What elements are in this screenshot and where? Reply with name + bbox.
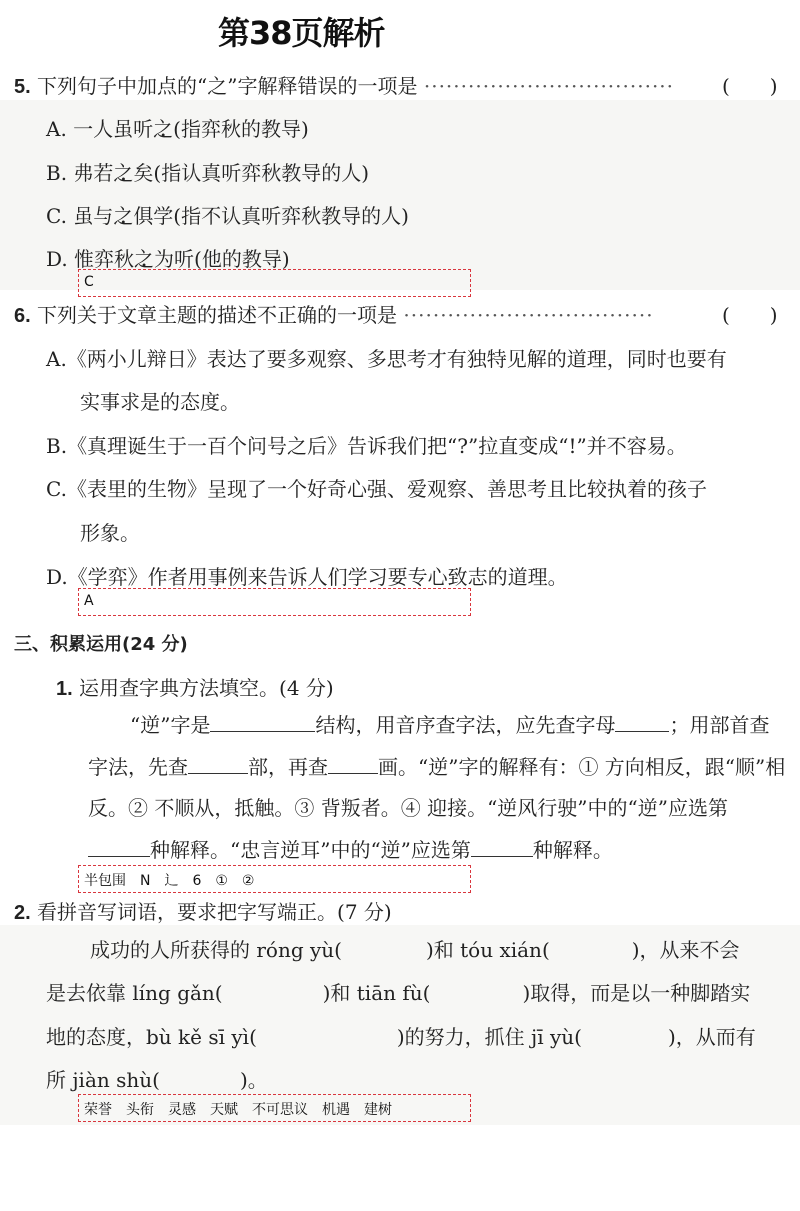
blank[interactable] xyxy=(328,755,378,774)
blank[interactable] xyxy=(210,713,315,732)
passage-text: 地的态度，bù kě sī yì( xyxy=(46,1025,257,1049)
dotted-char: 之 xyxy=(113,204,134,228)
option-text: 《真理诞生于一百个问号之后》告诉我们把“?”拉直变成“!”并不容易。 xyxy=(67,434,687,458)
dotted-char: 之 xyxy=(153,117,174,141)
fill-line-3: 反。② 不顺从，抵触。③ 背叛者。④ 迎接。“逆风行驶”中的“逆”应选第 xyxy=(88,796,728,820)
option-text: 《学弈》作者用事例来告诉人们学习要专心致志的道理。 xyxy=(67,565,568,589)
passage-text: )的努力，抓住 jī yù( xyxy=(396,1025,582,1049)
question-text: 看拼音写词语，要求把字写端正。(7 分) xyxy=(37,900,392,924)
option-letter: B. xyxy=(46,434,68,458)
option-letter: B. xyxy=(46,161,68,185)
option-text: 俱学(指不认真听弈秋教导的人) xyxy=(133,204,409,228)
dotted-char: 之 xyxy=(134,247,155,271)
passage-text: )和 tiān fù( xyxy=(322,981,431,1005)
option-letter: D. xyxy=(46,247,68,271)
pinyin-line-3 xyxy=(46,1017,756,1058)
passage-text: ；用部首查 xyxy=(669,713,770,737)
passage-text: 结构，用音序查字法，应先查字母 xyxy=(315,713,616,737)
question-text: 下列句子中加点的“之”字解释错误的一项是 xyxy=(37,74,418,98)
question-number: 2. xyxy=(14,902,31,924)
option-letter: C. xyxy=(46,204,67,228)
blank[interactable] xyxy=(188,755,248,774)
option-text: 虽与 xyxy=(73,204,114,228)
passage-text: 种解释。“忠言逆耳”中的“逆”应选第 xyxy=(150,838,471,862)
fill-line-1 xyxy=(130,705,769,746)
option-letter: D. xyxy=(46,565,68,589)
answer-box-q5: C xyxy=(78,269,471,297)
option-text: 为听(他的教导) xyxy=(154,247,290,271)
blank[interactable] xyxy=(88,838,150,857)
section-heading: 三、积累运用(24 分) xyxy=(14,634,188,655)
option-text: (指弈秋的教导) xyxy=(173,117,309,141)
passage-text: )，从而有 xyxy=(667,1025,756,1049)
option-a-continued: 实事求是的态度。 xyxy=(80,390,240,414)
option-text: 《表里的生物》呈现了一个好奇心强、爱观察、善思考且比较执着的孩子 xyxy=(66,477,707,501)
answer-paren: ( ) xyxy=(722,303,778,327)
pinyin-line-2 xyxy=(46,973,750,1014)
option-letter: A. xyxy=(46,347,67,371)
option-c xyxy=(46,200,409,229)
question-6-stem xyxy=(14,299,654,328)
s3-question-2-stem xyxy=(14,896,392,925)
dotted-char: 之 xyxy=(113,161,134,185)
option-a xyxy=(46,113,309,142)
fill-line-2 xyxy=(88,747,785,788)
option-b xyxy=(46,430,687,459)
blank[interactable] xyxy=(471,838,533,857)
option-text: 弗若 xyxy=(73,161,114,185)
passage-text: )，从来不会 xyxy=(631,938,740,962)
leader-dots: ·································· xyxy=(403,303,654,327)
passage-text: 种解释。 xyxy=(532,838,613,862)
passage-text: 部，再查 xyxy=(248,755,328,779)
passage-text: 字法，先查 xyxy=(88,755,188,779)
option-text: 《两小儿辩日》表达了要多观察、多思考才有独特见解的道理，同时也要有 xyxy=(66,347,727,371)
question-number: 6. xyxy=(14,305,31,327)
answer-box-s3q1: 半包围 N 辶 6 ① ② xyxy=(78,865,471,893)
passage-text: )和 tóu xián( xyxy=(425,938,550,962)
option-text: 惟弈秋 xyxy=(74,247,135,271)
pinyin-line-1 xyxy=(90,930,740,971)
passage-text: )取得，而是以一种脚踏实 xyxy=(522,981,751,1005)
question-text: 运用查字典方法填空。(4 分) xyxy=(79,676,334,700)
option-d xyxy=(46,561,568,590)
answer-paren: ( ) xyxy=(722,74,778,98)
passage-text: “逆”字是 xyxy=(130,713,211,737)
page-title: 第38页解析 xyxy=(218,14,385,52)
option-text: 矣(指认真听弈秋教导的人) xyxy=(133,161,370,185)
option-c-continued: 形象。 xyxy=(80,521,140,545)
option-letter: A. xyxy=(46,117,67,141)
passage-text: 画。“逆”字的解释有：① 方向相反，跟“顺”相 xyxy=(378,755,786,779)
option-d xyxy=(46,243,290,272)
answer-box-q6: A xyxy=(78,588,471,616)
answer-box-s3q2: 荣誉 头衔 灵感 天赋 不可思议 机遇 建树 xyxy=(78,1094,471,1122)
leader-dots: ·································· xyxy=(423,74,675,98)
blank[interactable] xyxy=(615,713,669,732)
passage-text: 是去依靠 líng gǎn( xyxy=(46,981,223,1005)
question-text: 下列关于文章主题的描述不正确的一项是 xyxy=(37,303,398,327)
s3-question-1-stem xyxy=(56,672,334,701)
pinyin-line-4: 所 jiàn shù( )。 xyxy=(46,1068,268,1092)
option-c xyxy=(46,473,707,502)
question-number: 5. xyxy=(14,76,31,98)
question-number: 1. xyxy=(56,678,73,700)
passage-text: 成功的人所获得的 róng yù( xyxy=(90,938,342,962)
option-text: 一人虽听 xyxy=(73,117,154,141)
option-letter: C. xyxy=(46,477,67,501)
option-b xyxy=(46,157,369,186)
option-a xyxy=(46,343,727,372)
question-5-stem xyxy=(14,70,674,99)
